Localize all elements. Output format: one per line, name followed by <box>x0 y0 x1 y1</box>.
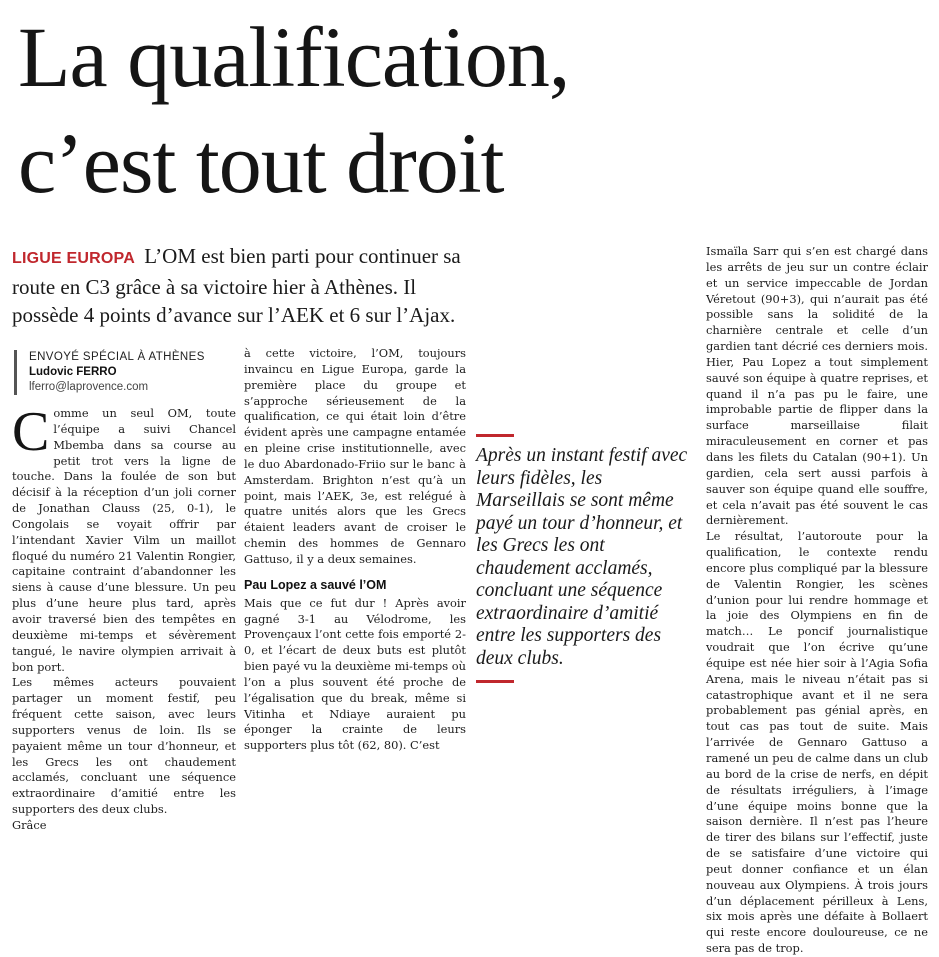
pull-quote-block <box>476 434 691 683</box>
chapeau <box>12 242 472 329</box>
kicker: LIGUE EUROPA <box>12 250 136 267</box>
article-column-1 <box>12 401 236 834</box>
headline-line-1: La qualification, <box>18 9 570 105</box>
byline-role: ENVOYÉ SPÉCIAL À ATHÈNES <box>29 351 205 363</box>
dropcap: C <box>12 401 50 463</box>
paragraph-5: Le résultat, l’autoroute pour la qualification, le contexte rendu encore plus compliqué par la blessure de Valentin Rongier, les scènes d’union pour lui rendre hommage et la joie des Olympiens en fin de match… Le poncif journalistique voudrait que l’on écrive qu’une équipe est née hier soir à l’Agia Sofia Arena, mais le niveau n’était pas si catastrophique avant et il ne sera probablement pas génial après, en tout cas pas tout de suite. Mais l’arrivée de Gennaro Gattuso a ramené un peu de calme dans un club au bord de la crise de nerfs, en dépit de résultats irréguliers, à l’image d’une équipe moins bonne que la saison dernière. Il n’est pas l’heure de tirer des bilans sur l’effectif, juste de se satisfaire d’une victoire qui peut donner confiance et un élan nouveau aux Olympiens. À trois jours d’un déplacement périlleux à Lens, six mois après une défaite à Bollaert qui reste encore douloureuse, ce ne sera pas de trop. <box>706 529 928 956</box>
paragraph-2: Les mêmes acteurs pouvaient partager un moment festif, peu fréquent cette saison, avec leurs supporters venus de loin. Ils se payaient même un tour d’honneur, et les Grecs les ont chaudement acclamés, concluant une séquence extraordinaire d’amitié entre les supporters des deux clubs. <box>12 675 236 817</box>
headline <box>18 4 928 216</box>
byline-author: Ludovic FERRO <box>29 366 117 378</box>
paragraph-3-cont: à cette victoire, l’OM, toujours invaincu en Ligue Europa, garde la première place du groupe et s’approche sérieusement de la qualification, ce qui était loin d’être évident après une campagne entamée en pleine crise institutionnelle, avec le duo Abardonado-Friio sur le banc à Amsterdam. Brighton n’est qu’à un point, mais l’AEK, 3e, est relégué à quatre unités alors que les Grecs étaient leaders avant de croiser le chemin des hommes de Gennaro Gattuso, il y a deux semaines. <box>244 346 466 566</box>
article-column-3 <box>706 244 928 956</box>
chapeau-text: L’OM est bien parti pour continuer sa route en C3 grâce à sa victoire hier à Athènes. Il possède 4 points d’avance sur l’AEK et 6 sur l’Ajax. <box>12 244 461 327</box>
paragraph-4-cont: Ismaïla Sarr qui s’en est chargé dans les arrêts de jeu sur un contre éclair et un service impeccable de Jordan Véretout (90+3), qui n’aurait pas été possible sans la solidité de la charnière centrale et celle d’un gardien tant décrié ces derniers mois. Hier, Pau Lopez a tout simplement sauvé son équipe à quatre reprises, et quand il n’a pas pu le faire, une improbable partie de flipper dans la surface marseillaise filait miraculeusement en corner et pas dans les filets du Catalan (90+1). Un gardien, cela sert aussi parfois à sauver son équipe quand elle souffre, et cela n’avait pas été souvent le cas dernièrement. <box>706 244 928 528</box>
pull-quote: Après un instant festif avec leurs fidèles, les Marseillais se sont même payé un tour d’honneur, et les Grecs les ont chaudement acclamés, concluant une séquence extraordinaire d’amitié entre les supporters des deux clubs. <box>476 445 688 669</box>
quote-rule-bottom <box>476 680 514 683</box>
headline-line-2: c’est tout droit <box>18 115 504 211</box>
byline-email[interactable]: lferro@laprovence.com <box>29 381 149 393</box>
paragraph-1-text: omme un seul OM, toute l’équipe a suivi Chancel Mbemba dans sa course au petit trot vers la ligne de touche. Dans la foulée de son but décisif à la réception d’un joli corner de Jonathan Clauss (25, 0-1), le Congolais se voyait offrir par l’intendant Xavier Vilm un maillot floqué du numéro 21 Valentin Rongier, capitaine contraint d’abandonner les siens à cause d’une blessure. Un peu plus d’une heure plus tard, après avoir traversé bien des tempêtes en deuxième mi-temps et sévèrement tangué, le navire olympien arrivait à bon port. <box>12 406 236 674</box>
paragraph-3: Grâce <box>12 817 47 832</box>
byline <box>14 350 244 395</box>
paragraph-1 <box>12 401 236 675</box>
quote-rule-top <box>476 434 514 437</box>
article-column-2 <box>244 346 466 754</box>
paragraph-4: Mais que ce fut dur ! Après avoir gagné 3-1 au Vélodrome, les Provençaux l’ont cette fois emporté 2-0, et l’écart de deux buts est plutôt bien payé vu la deuxième mi-temps où l’on a plus souvent été proche de l’égalisation que du break, même si Vitinha et Ndiaye auraient pu éponger la crainte de leurs supporters plus tôt (62, 80). C’est <box>244 595 466 753</box>
subhead: Pau Lopez a sauvé l’OM <box>244 577 387 592</box>
